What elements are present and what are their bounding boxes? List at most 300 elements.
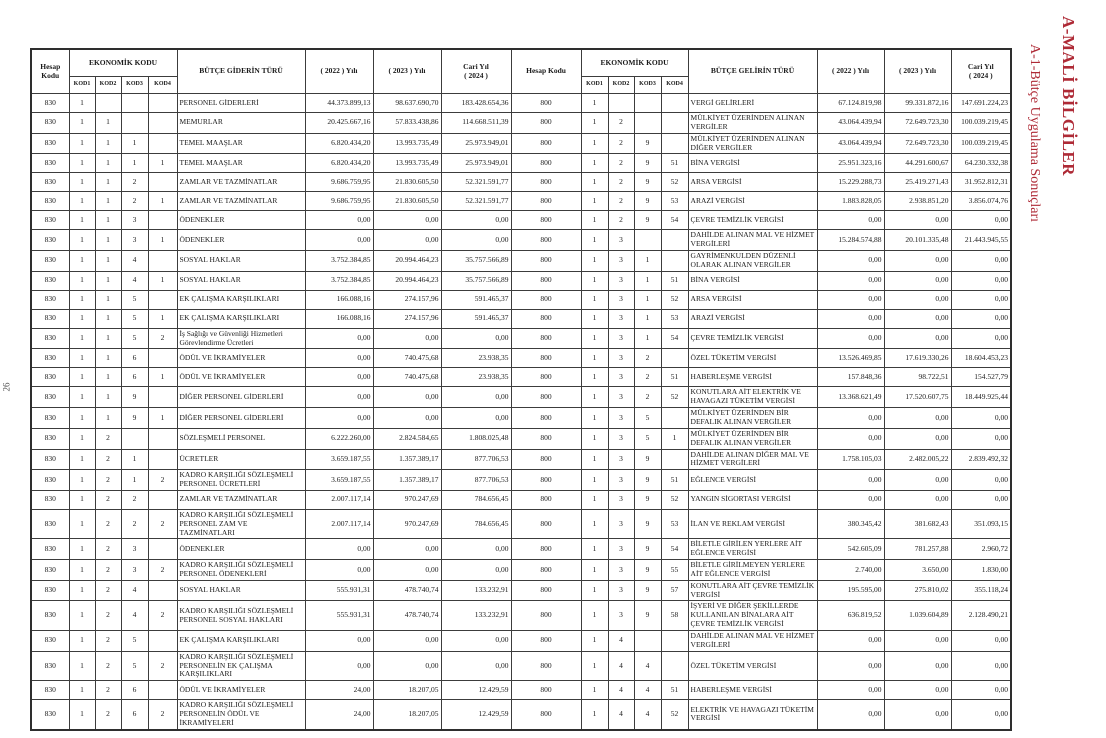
- expense-2022-cell: 2.007.117,14: [305, 509, 373, 539]
- revenue-kod4-cell: 52: [661, 173, 688, 192]
- expense-2022-cell: 3.752.384,85: [305, 271, 373, 290]
- expense-kod3-cell: 6: [121, 349, 148, 368]
- expense-2023-cell: 740.475,68: [373, 349, 441, 368]
- revenue-kod4-cell: [661, 631, 688, 652]
- expense-kod1-cell: 1: [69, 490, 95, 509]
- header-expense-type: BÜTÇE GİDERİN TÜRÜ: [177, 49, 305, 94]
- revenue-2023-cell: 20.101.335,48: [884, 230, 951, 251]
- expense-kod3-cell: 3: [121, 230, 148, 251]
- expense-hesap-kodu-cell: 830: [31, 309, 69, 328]
- revenue-kod3-cell: 4: [634, 700, 661, 730]
- expense-hesap-kodu-cell: 830: [31, 651, 69, 681]
- revenue-2023-cell: 0,00: [884, 490, 951, 509]
- revenue-kod2-cell: [608, 94, 634, 113]
- revenue-2024-cell: 0,00: [951, 211, 1011, 230]
- table-row: [31, 113, 1011, 134]
- expense-2024-cell: 183.428.654,36: [441, 94, 511, 113]
- expense-2024-cell: 0,00: [441, 408, 511, 429]
- revenue-2023-cell: 781.257,88: [884, 539, 951, 560]
- revenue-2024-cell: 0,00: [951, 700, 1011, 730]
- expense-kod4-cell: [148, 251, 177, 272]
- expense-type-cell: ZAMLAR VE TAZMİNATLAR: [177, 173, 305, 192]
- header-revenue-kod4: KOD4: [661, 77, 688, 94]
- expense-kod1-cell: 1: [69, 428, 95, 449]
- revenue-2022-cell: 0,00: [817, 490, 884, 509]
- expense-type-cell: SOSYAL HAKLAR: [177, 580, 305, 601]
- expense-2023-cell: 98.637.690,70: [373, 94, 441, 113]
- revenue-hesap-kodu-cell: 800: [511, 154, 581, 173]
- revenue-kod1-cell: 1: [581, 509, 608, 539]
- expense-kod3-cell: 2: [121, 173, 148, 192]
- revenue-2024-cell: 154.527,79: [951, 368, 1011, 387]
- revenue-type-cell: YANGIN SİGORTASI VERGİSİ: [688, 490, 817, 509]
- revenue-type-cell: KONUTLARA AİT ELEKTRİK VE HAVAGAZI TÜKETİM VERGİSİ: [688, 387, 817, 408]
- expense-2024-cell: 1.808.025,48: [441, 428, 511, 449]
- revenue-2023-cell: 98.722,51: [884, 368, 951, 387]
- expense-2023-cell: 0,00: [373, 211, 441, 230]
- expense-type-cell: ÖDÜL VE İKRAMİYELER: [177, 349, 305, 368]
- cari-yil-line2: ( 2024 ): [968, 70, 993, 80]
- expense-kod4-cell: 1: [148, 230, 177, 251]
- expense-hesap-kodu-cell: 830: [31, 580, 69, 601]
- revenue-kod2-cell: 3: [608, 271, 634, 290]
- table-row: [31, 580, 1011, 601]
- revenue-type-cell: ARAZİ VERGİSİ: [688, 192, 817, 211]
- revenue-kod3-cell: [634, 230, 661, 251]
- table-row: [31, 681, 1011, 700]
- revenue-kod4-cell: 51: [661, 368, 688, 387]
- expense-kod2-cell: 1: [95, 113, 121, 134]
- revenue-kod2-cell: 3: [608, 490, 634, 509]
- revenue-kod1-cell: 1: [581, 580, 608, 601]
- expense-2022-cell: 6.820.434,20: [305, 133, 373, 154]
- expense-kod2-cell: 2: [95, 651, 121, 681]
- expense-2023-cell: 0,00: [373, 408, 441, 429]
- revenue-type-cell: ARSA VERGİSİ: [688, 290, 817, 309]
- expense-kod2-cell: 1: [95, 368, 121, 387]
- revenue-kod2-cell: 3: [608, 539, 634, 560]
- expense-2023-cell: 478.740,74: [373, 580, 441, 601]
- revenue-kod2-cell: 4: [608, 700, 634, 730]
- expense-kod1-cell: 1: [69, 408, 95, 429]
- expense-kod3-cell: 4: [121, 580, 148, 601]
- expense-kod2-cell: 2: [95, 700, 121, 730]
- revenue-2023-cell: 0,00: [884, 309, 951, 328]
- expense-kod3-cell: 4: [121, 251, 148, 272]
- expense-kod2-cell: 1: [95, 328, 121, 349]
- revenue-type-cell: ÖZEL TÜKETİM VERGİSİ: [688, 651, 817, 681]
- revenue-kod3-cell: 2: [634, 387, 661, 408]
- expense-hesap-kodu-cell: 830: [31, 387, 69, 408]
- expense-2024-cell: 0,00: [441, 539, 511, 560]
- expense-2022-cell: 24,00: [305, 700, 373, 730]
- revenue-kod1-cell: 1: [581, 113, 608, 134]
- revenue-kod4-cell: [661, 94, 688, 113]
- revenue-type-cell: MÜLKİYET ÜZERİNDEN BİR DEFALIK ALINAN VERGİLER: [688, 428, 817, 449]
- table-row: [31, 601, 1011, 631]
- expense-kod4-cell: 2: [148, 509, 177, 539]
- revenue-hesap-kodu-cell: 800: [511, 560, 581, 581]
- revenue-hesap-kodu-cell: 800: [511, 428, 581, 449]
- revenue-kod1-cell: 1: [581, 251, 608, 272]
- expense-kod3-cell: 3: [121, 211, 148, 230]
- expense-hesap-kodu-cell: 830: [31, 408, 69, 429]
- expense-hesap-kodu-cell: 830: [31, 133, 69, 154]
- revenue-2024-cell: 1.830,00: [951, 560, 1011, 581]
- expense-kod3-cell: [121, 113, 148, 134]
- revenue-2023-cell: 381.682,43: [884, 509, 951, 539]
- revenue-kod4-cell: 53: [661, 309, 688, 328]
- expense-2024-cell: 0,00: [441, 631, 511, 652]
- cari-yil-line1: Cari Yıl: [463, 61, 489, 71]
- revenue-2022-cell: 0,00: [817, 408, 884, 429]
- revenue-kod2-cell: 2: [608, 211, 634, 230]
- revenue-2023-cell: 0,00: [884, 681, 951, 700]
- revenue-2024-cell: 147.691.224,23: [951, 94, 1011, 113]
- expense-kod4-cell: [148, 349, 177, 368]
- expense-type-cell: EK ÇALIŞMA KARŞILIKLARI: [177, 290, 305, 309]
- expense-2024-cell: 0,00: [441, 387, 511, 408]
- revenue-kod2-cell: 3: [608, 387, 634, 408]
- revenue-kod3-cell: 9: [634, 173, 661, 192]
- revenue-kod2-cell: 3: [608, 309, 634, 328]
- revenue-2023-cell: 275.810,02: [884, 580, 951, 601]
- expense-type-cell: DİĞER PERSONEL GİDERLERİ: [177, 387, 305, 408]
- revenue-2023-cell: 3.650,00: [884, 560, 951, 581]
- expense-kod4-cell: 2: [148, 700, 177, 730]
- revenue-2023-cell: 0,00: [884, 428, 951, 449]
- expense-2022-cell: 166.088,16: [305, 290, 373, 309]
- expense-kod2-cell: [95, 94, 121, 113]
- expense-hesap-kodu-cell: 830: [31, 113, 69, 134]
- expense-type-cell: EK ÇALIŞMA KARŞILIKLARI: [177, 309, 305, 328]
- expense-hesap-kodu-cell: 830: [31, 368, 69, 387]
- expense-2024-cell: 877.706,53: [441, 470, 511, 491]
- revenue-2023-cell: 0,00: [884, 408, 951, 429]
- revenue-hesap-kodu-cell: 800: [511, 700, 581, 730]
- expense-type-cell: KADRO KARŞILIĞI SÖZLEŞMELİ PERSONEL ÜCRETLERİ: [177, 470, 305, 491]
- expense-2022-cell: 0,00: [305, 211, 373, 230]
- table-row: [31, 470, 1011, 491]
- expense-kod2-cell: 2: [95, 580, 121, 601]
- revenue-2023-cell: 0,00: [884, 271, 951, 290]
- table-row: [31, 271, 1011, 290]
- revenue-kod2-cell: 2: [608, 192, 634, 211]
- expense-2024-cell: 0,00: [441, 651, 511, 681]
- revenue-type-cell: DAHİLDE ALINAN MAL VE HİZMET VERGİLERİ: [688, 631, 817, 652]
- expense-2022-cell: 555.931,31: [305, 580, 373, 601]
- revenue-kod4-cell: [661, 230, 688, 251]
- expense-kod4-cell: 1: [148, 309, 177, 328]
- expense-2023-cell: 18.207,05: [373, 681, 441, 700]
- expense-2022-cell: 0,00: [305, 368, 373, 387]
- expense-type-cell: TEMEL MAAŞLAR: [177, 133, 305, 154]
- table-row: [31, 328, 1011, 349]
- table-row: [31, 94, 1011, 113]
- revenue-kod3-cell: 9: [634, 539, 661, 560]
- expense-2023-cell: 740.475,68: [373, 368, 441, 387]
- expense-2022-cell: 0,00: [305, 539, 373, 560]
- expense-2023-cell: 21.830.605,50: [373, 173, 441, 192]
- revenue-kod4-cell: [661, 651, 688, 681]
- expense-2022-cell: 2.007.117,14: [305, 490, 373, 509]
- revenue-kod2-cell: 3: [608, 509, 634, 539]
- expense-kod3-cell: 5: [121, 290, 148, 309]
- expense-hesap-kodu-cell: 830: [31, 173, 69, 192]
- expense-kod1-cell: 1: [69, 470, 95, 491]
- revenue-2022-cell: 15.284.574,88: [817, 230, 884, 251]
- expense-type-cell: ZAMLAR VE TAZMİNATLAR: [177, 490, 305, 509]
- revenue-kod4-cell: 1: [661, 428, 688, 449]
- revenue-kod3-cell: 4: [634, 681, 661, 700]
- expense-kod1-cell: 1: [69, 681, 95, 700]
- revenue-kod1-cell: 1: [581, 651, 608, 681]
- revenue-type-cell: DAHİLDE ALINAN MAL VE HİZMET VERGİLERİ: [688, 230, 817, 251]
- table-row: [31, 309, 1011, 328]
- revenue-kod1-cell: 1: [581, 94, 608, 113]
- revenue-kod1-cell: 1: [581, 349, 608, 368]
- revenue-type-cell: HABERLEŞME VERGİSİ: [688, 368, 817, 387]
- revenue-hesap-kodu-cell: 800: [511, 251, 581, 272]
- section-title: A-MALİ BİLGİLER: [1059, 16, 1078, 177]
- revenue-type-cell: BİNA VERGİSİ: [688, 154, 817, 173]
- revenue-2022-cell: 67.124.819,98: [817, 94, 884, 113]
- revenue-2023-cell: 2.482.005,22: [884, 449, 951, 470]
- expense-2024-cell: 0,00: [441, 560, 511, 581]
- expense-kod3-cell: [121, 428, 148, 449]
- expense-kod4-cell: [148, 539, 177, 560]
- expense-hesap-kodu-cell: 830: [31, 509, 69, 539]
- expense-kod1-cell: 1: [69, 387, 95, 408]
- expense-2024-cell: 877.706,53: [441, 449, 511, 470]
- revenue-kod3-cell: 4: [634, 651, 661, 681]
- expense-2024-cell: 114.668.511,39: [441, 113, 511, 134]
- expense-kod3-cell: 5: [121, 631, 148, 652]
- revenue-2024-cell: 31.952.812,31: [951, 173, 1011, 192]
- expense-hesap-kodu-cell: 830: [31, 449, 69, 470]
- expense-kod4-cell: 1: [148, 192, 177, 211]
- expense-kod1-cell: 1: [69, 631, 95, 652]
- revenue-kod4-cell: 54: [661, 211, 688, 230]
- expense-2022-cell: 6.820.434,20: [305, 154, 373, 173]
- revenue-2022-cell: 0,00: [817, 211, 884, 230]
- revenue-2022-cell: 0,00: [817, 631, 884, 652]
- expense-kod3-cell: 3: [121, 560, 148, 581]
- revenue-2022-cell: 13.526.469,85: [817, 349, 884, 368]
- header-revenue-hesap-kodu: Hesap Kodu: [511, 49, 581, 94]
- revenue-hesap-kodu-cell: 800: [511, 449, 581, 470]
- expense-kod2-cell: 1: [95, 173, 121, 192]
- revenue-hesap-kodu-cell: 800: [511, 290, 581, 309]
- revenue-hesap-kodu-cell: 800: [511, 271, 581, 290]
- expense-kod1-cell: 1: [69, 449, 95, 470]
- expense-type-cell: MEMURLAR: [177, 113, 305, 134]
- expense-kod4-cell: 2: [148, 470, 177, 491]
- revenue-kod3-cell: 1: [634, 251, 661, 272]
- revenue-2023-cell: 72.649.723,30: [884, 113, 951, 134]
- revenue-2023-cell: 0,00: [884, 211, 951, 230]
- expense-kod1-cell: 1: [69, 290, 95, 309]
- revenue-2023-cell: 44.291.600,67: [884, 154, 951, 173]
- expense-type-cell: KADRO KARŞILIĞI SÖZLEŞMELİ PERSONELİN EK ÇALIŞMA KARŞILIKLARI: [177, 651, 305, 681]
- expense-kod1-cell: 1: [69, 509, 95, 539]
- revenue-2022-cell: 0,00: [817, 271, 884, 290]
- expense-2022-cell: 0,00: [305, 651, 373, 681]
- expense-2024-cell: 784.656,45: [441, 509, 511, 539]
- expense-type-cell: DİĞER PERSONEL GİDERLERİ: [177, 408, 305, 429]
- revenue-kod1-cell: 1: [581, 408, 608, 429]
- revenue-kod2-cell: 3: [608, 368, 634, 387]
- expense-2022-cell: 9.686.759,95: [305, 173, 373, 192]
- revenue-kod3-cell: 9: [634, 509, 661, 539]
- expense-kod1-cell: 1: [69, 271, 95, 290]
- revenue-hesap-kodu-cell: 800: [511, 368, 581, 387]
- expense-2024-cell: 591.465,37: [441, 309, 511, 328]
- expense-hesap-kodu-cell: 830: [31, 428, 69, 449]
- expense-kod2-cell: 1: [95, 211, 121, 230]
- revenue-kod3-cell: 5: [634, 428, 661, 449]
- revenue-hesap-kodu-cell: 800: [511, 309, 581, 328]
- revenue-kod1-cell: 1: [581, 211, 608, 230]
- expense-kod1-cell: 1: [69, 154, 95, 173]
- revenue-2022-cell: 0,00: [817, 290, 884, 309]
- cari-yil-line1: Cari Yıl: [967, 61, 994, 71]
- revenue-kod1-cell: 1: [581, 309, 608, 328]
- table-row: [31, 408, 1011, 429]
- revenue-2024-cell: 18.604.453,23: [951, 349, 1011, 368]
- expense-2022-cell: 0,00: [305, 387, 373, 408]
- revenue-kod3-cell: 2: [634, 349, 661, 368]
- expense-kod4-cell: [148, 94, 177, 113]
- revenue-2023-cell: 17.619.330,26: [884, 349, 951, 368]
- expense-type-cell: KADRO KARŞILIĞI SÖZLEŞMELİ PERSONEL SOSYAL HAKLARI: [177, 601, 305, 631]
- revenue-kod4-cell: [661, 113, 688, 134]
- expense-kod2-cell: 1: [95, 290, 121, 309]
- revenue-2024-cell: 2.960,72: [951, 539, 1011, 560]
- revenue-2024-cell: 355.118,24: [951, 580, 1011, 601]
- revenue-kod4-cell: 57: [661, 580, 688, 601]
- revenue-2022-cell: 1.883.828,05: [817, 192, 884, 211]
- revenue-hesap-kodu-cell: 800: [511, 681, 581, 700]
- expense-type-cell: TEMEL MAAŞLAR: [177, 154, 305, 173]
- expense-kod1-cell: 1: [69, 368, 95, 387]
- revenue-2024-cell: 100.039.219,45: [951, 133, 1011, 154]
- revenue-type-cell: MÜLKİYET ÜZERİNDEN ALINAN DİĞER VERGİLER: [688, 133, 817, 154]
- revenue-2023-cell: 1.039.604,89: [884, 601, 951, 631]
- expense-kod4-cell: 2: [148, 560, 177, 581]
- revenue-kod2-cell: 4: [608, 651, 634, 681]
- table-row: [31, 651, 1011, 681]
- revenue-2023-cell: 0,00: [884, 290, 951, 309]
- revenue-2023-cell: 2.938.851,20: [884, 192, 951, 211]
- expense-kod2-cell: 1: [95, 387, 121, 408]
- table-row: [31, 173, 1011, 192]
- header-revenue-cari-yil: [951, 49, 1011, 94]
- revenue-type-cell: GAYRİMENKULDEN DÜZENLİ OLARAK ALINAN VERGİLER: [688, 251, 817, 272]
- expense-type-cell: ÖDÜL VE İKRAMİYELER: [177, 368, 305, 387]
- revenue-kod1-cell: 1: [581, 631, 608, 652]
- revenue-2024-cell: 351.093,15: [951, 509, 1011, 539]
- revenue-2022-cell: 0,00: [817, 309, 884, 328]
- header-expense-hesap-kodu: Hesap Kodu: [31, 49, 69, 94]
- expense-2022-cell: 3.659.187,55: [305, 470, 373, 491]
- revenue-kod1-cell: 1: [581, 601, 608, 631]
- revenue-2022-cell: 15.229.288,73: [817, 173, 884, 192]
- expense-2024-cell: 0,00: [441, 328, 511, 349]
- revenue-kod4-cell: [661, 408, 688, 429]
- expense-2023-cell: 1.357.389,17: [373, 470, 441, 491]
- revenue-kod2-cell: 3: [608, 328, 634, 349]
- revenue-hesap-kodu-cell: 800: [511, 192, 581, 211]
- revenue-2024-cell: 18.449.925,44: [951, 387, 1011, 408]
- revenue-kod1-cell: 1: [581, 290, 608, 309]
- revenue-kod3-cell: 1: [634, 328, 661, 349]
- revenue-kod2-cell: 2: [608, 154, 634, 173]
- revenue-kod2-cell: 2: [608, 133, 634, 154]
- revenue-hesap-kodu-cell: 800: [511, 94, 581, 113]
- expense-2022-cell: 9.686.759,95: [305, 192, 373, 211]
- revenue-kod3-cell: 9: [634, 470, 661, 491]
- expense-kod3-cell: 3: [121, 539, 148, 560]
- expense-type-cell: KADRO KARŞILIĞI SÖZLEŞMELİ PERSONEL ZAM VE TAZMİNATLARI: [177, 509, 305, 539]
- revenue-kod4-cell: 55: [661, 560, 688, 581]
- header-expense-ekonomik-kodu: EKONOMİK KODU: [69, 49, 177, 77]
- expense-kod2-cell: 1: [95, 230, 121, 251]
- expense-type-cell: ÖDENEKLER: [177, 230, 305, 251]
- expense-type-cell: PERSONEL GİDERLERİ: [177, 94, 305, 113]
- expense-kod1-cell: 1: [69, 580, 95, 601]
- revenue-hesap-kodu-cell: 800: [511, 328, 581, 349]
- revenue-kod1-cell: 1: [581, 192, 608, 211]
- revenue-kod4-cell: 53: [661, 509, 688, 539]
- revenue-kod4-cell: 54: [661, 328, 688, 349]
- expense-hesap-kodu-cell: 830: [31, 328, 69, 349]
- expense-kod4-cell: 2: [148, 651, 177, 681]
- revenue-2022-cell: 2.740,00: [817, 560, 884, 581]
- expense-2022-cell: 0,00: [305, 631, 373, 652]
- revenue-kod1-cell: 1: [581, 700, 608, 730]
- revenue-kod4-cell: 53: [661, 192, 688, 211]
- revenue-kod1-cell: 1: [581, 428, 608, 449]
- expense-type-cell: SÖZLEŞMELİ PERSONEL: [177, 428, 305, 449]
- table-row: [31, 349, 1011, 368]
- table-row: [31, 490, 1011, 509]
- expense-kod3-cell: 4: [121, 271, 148, 290]
- expense-kod4-cell: [148, 290, 177, 309]
- expense-kod4-cell: [148, 580, 177, 601]
- expense-kod1-cell: 1: [69, 94, 95, 113]
- revenue-2024-cell: 2.128.490,21: [951, 601, 1011, 631]
- revenue-kod3-cell: 9: [634, 449, 661, 470]
- revenue-2022-cell: 380.345,42: [817, 509, 884, 539]
- revenue-2022-cell: 25.951.323,16: [817, 154, 884, 173]
- expense-kod4-cell: [148, 631, 177, 652]
- revenue-kod2-cell: 3: [608, 230, 634, 251]
- revenue-2024-cell: 0,00: [951, 290, 1011, 309]
- expense-hesap-kodu-cell: 830: [31, 251, 69, 272]
- expense-hesap-kodu-cell: 830: [31, 470, 69, 491]
- header-revenue-kod3: KOD3: [634, 77, 661, 94]
- expense-kod2-cell: 1: [95, 154, 121, 173]
- expense-2024-cell: 12.429,59: [441, 681, 511, 700]
- revenue-hesap-kodu-cell: 800: [511, 539, 581, 560]
- revenue-2022-cell: 0,00: [817, 681, 884, 700]
- expense-hesap-kodu-cell: 830: [31, 601, 69, 631]
- revenue-kod4-cell: 52: [661, 700, 688, 730]
- revenue-2023-cell: 0,00: [884, 651, 951, 681]
- expense-2022-cell: 0,00: [305, 230, 373, 251]
- revenue-kod3-cell: [634, 631, 661, 652]
